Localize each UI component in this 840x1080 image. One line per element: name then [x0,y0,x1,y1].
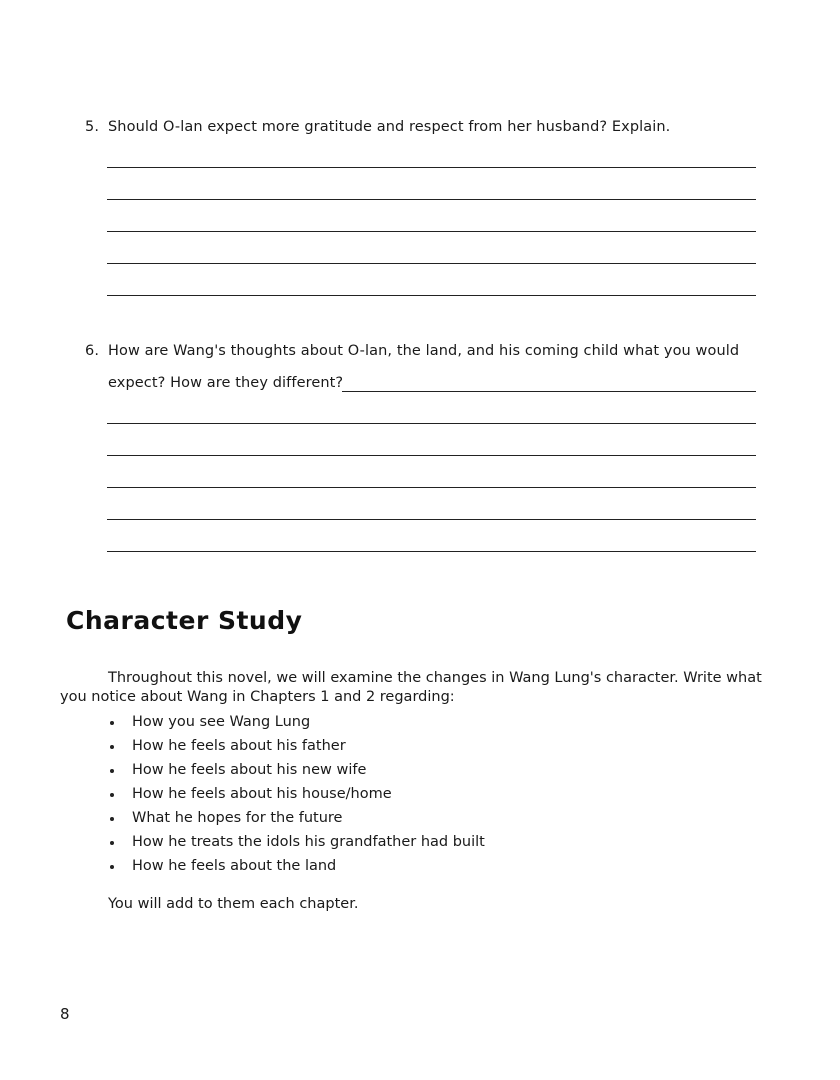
bullet-icon [110,793,114,797]
list-item-text: How he feels about his father [132,738,346,754]
bullet-icon [110,721,114,725]
answer-line[interactable] [107,231,756,232]
question-text-line-2: expect? How are they different? [108,375,344,391]
page-number: 8 [60,1005,70,1023]
list-item-text: How he feels about his house/home [132,786,392,802]
answer-line[interactable] [107,263,756,264]
bullet-icon [110,817,114,821]
answer-line[interactable] [107,551,756,552]
bullet-icon [110,745,114,749]
list-item [108,760,485,784]
list-item-text: How he feels about his new wife [132,762,367,778]
question-number: 6. [85,343,100,359]
list-item [108,808,485,832]
list-item-text: What he hopes for the future [132,810,343,826]
bullet-icon [110,841,114,845]
answer-line[interactable] [342,391,756,392]
answer-line[interactable] [107,167,756,168]
answer-line[interactable] [107,295,756,296]
question-number: 5. [85,119,100,135]
answer-line[interactable] [107,455,756,456]
list-item-text: How he treats the idols his grandfather had built [132,834,485,850]
answer-line[interactable] [107,199,756,200]
question-text: Should O-lan expect more gratitude and respect from her husband? Explain. [108,119,671,135]
list-item [108,712,485,736]
bullet-icon [110,769,114,773]
list-item [108,856,485,880]
list-item [108,784,485,808]
section-heading: Character Study [66,606,303,635]
answer-line[interactable] [107,487,756,488]
answer-line[interactable] [107,519,756,520]
list-item-text: How he feels about the land [132,858,337,874]
answer-line[interactable] [107,423,756,424]
list-item [108,832,485,856]
intro-line-2: you notice about Wang in Chapters 1 and 2 regarding: [60,689,455,705]
list-item-text: How you see Wang Lung [132,714,311,730]
intro-line-1: Throughout this novel, we will examine the changes in Wang Lung's character. Write what [108,670,762,686]
bullet-icon [110,865,114,869]
topic-list [108,712,485,880]
list-item [108,736,485,760]
closing-text: You will add to them each chapter. [108,896,359,912]
question-text-line-1: How are Wang's thoughts about O-lan, the land, and his coming child what you would [108,343,740,359]
